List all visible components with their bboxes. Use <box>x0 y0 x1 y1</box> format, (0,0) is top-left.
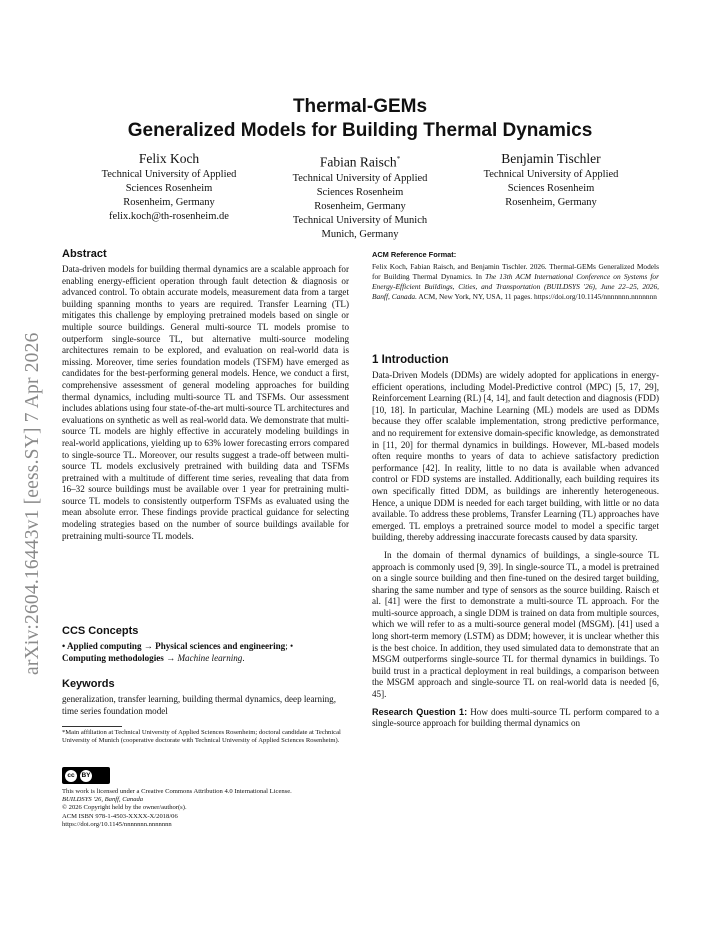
paper-title-line-1: Thermal-GEMs <box>292 96 428 117</box>
abstract-text: Data-driven models for building thermal dynamics are a scalable approach for enabling energy-efficient operation through fault detection & diagnosis or advanced control. To obtain accurate models, measurement data from a target building spanning months to years are required. Transfer Learning (TL) mitigates this challenge by employing pretrained models based on single or multiple source buildings. General multi-source TL models promise to outperform single-source TL, but alternative multi-source modeling architectures remain to be explored, and evaluation on real-world data is missing. Moreover, time series foundation models (TSFM) have emerged as candidates for the best-performing general models. Hence, we conduct a first, comprehensive assessment of general modeling approaches for building thermal dynamics, including multi-source TL and TSFMs. Our assessment includes ablations using four state-of-the-art multi-source TL architectures and evaluations on synthetic as well as real-world data. We demonstrate that multi-source TL models are highly effective in accurately modeling buildings in real-world applications, yielding up to 63% lower forecasting errors compared to single-source TL. Moreover, our results suggest a trade-off between multi-source TL models exclusively pretrained with building data and TSFMs pretrained with a multitude of different time series, revealing that data from 16–32 source buildings must be available over 1 year for pretraining multi-source TL models to consistently outperform TSFMs as evaluated using the mean absolute error. These findings provide practical guidance for selecting modeling strategies based on the number of source buildings available for pretraining multi-source TL models. <box>62 264 349 541</box>
footnote-text: *Main affiliation at Technical University of Applied Sciences Rosenheim; doctoral candidate at Technical University of Munich (cooperative doctorate with Technical University of Applied Sciences Rosenheim). <box>62 729 341 745</box>
author-email[interactable]: felix.koch@th-rosenheim.de <box>109 211 229 222</box>
author-name: Benjamin Tischler <box>501 151 601 166</box>
license-block <box>62 788 349 829</box>
introduction-paragraph-2: In the domain of thermal dynamics of buildings, a single-source TL approach is commonly used [9, 39]. In single-source TL, a model is pretrained on a single source building and then fine-tuned on the desired target building, sharing the same number and type of sensors as the source building. Raisch et al. [41] were the first to demonstrate a multi-source TL approach. For the multi-source approach, a single DDM is trained on data from multiple sources, which we will refer to as a multi-source general model (MSGM). [41] used a long short-term memory (LSTM) as DDM; however, it is unclear whether this is the best choice. In addition, they used simulated data to demonstrate that an MSGM outperforms single-source TL for thermal dynamics in buildings. To build trust in a practical deployment in real buildings, a comparison between the MSGM approach and single-source TL on real-world data is needed [6, 45]. <box>372 549 659 700</box>
introduction-heading: 1 Introduction <box>372 354 449 366</box>
author-block-2 <box>271 150 449 242</box>
ccs-item-2-category: Computing methodologies <box>62 652 164 663</box>
footnote-divider <box>62 726 122 727</box>
author-affiliation-line: Technical University of Munich <box>292 214 428 226</box>
creative-commons-badge[interactable] <box>62 767 110 784</box>
ccs-text: • Applied computing → Physical sciences and engineering; • Computing methodologies → Machine learning. <box>62 641 294 663</box>
acm-reference-format <box>372 250 659 302</box>
isbn-line: ACM ISBN 978-1-4503-XXXX-X/2018/06 <box>62 812 178 820</box>
author-affiliation-line: Sciences Rosenheim <box>125 183 213 194</box>
author-name: Felix Koch <box>138 151 200 166</box>
ccs-item-1-category: • Applied computing <box>62 641 142 651</box>
ccs-heading: CCS Concepts <box>62 625 139 637</box>
author-block-1 <box>80 150 258 224</box>
author-affiliation-line: Munich, Germany <box>321 228 399 240</box>
introduction-paragraph-1: Data-Driven Models (DDMs) are widely adopted for applications in energy-efficient operations, including Model-Predictive control (MPC) [5, 17, 29], Reinforcement Learning (RL) [4, 14], and fault detection and diagnosis (FDD) [10, 18]. In particular, Machine Learning (ML) models are used as DDMs because they offer scalable implementation, strong predictive performance, and no requirement for extensive domain-specific knowledge, as demonstrated in [11, 20] for thermal dynamics in buildings. However, ML-based models often require months to years of data to achieve satisfactory prediction performance [42]. In reality, little to no data is available when advanced control or FDD systems are installed. Additionally, each building requires its own specifically fitted DDM, as buildings are inherently heterogeneous. Hence, a unique DDM is needed for each target building, with little or no data available. To address these problems, Transfer Learning (TL) approaches have emerged. TL employs a pretrained source model to model a specific target building, thereby addressing inaccurate forecasts caused by data sparsity. <box>372 370 659 543</box>
copyright-line: © 2026 Copyright held by the owner/author(s). <box>62 804 187 812</box>
abstract-heading: Abstract <box>62 248 107 260</box>
paper-title-line-2: Generalized Models for Building Thermal Dynamics <box>127 120 593 141</box>
keywords-text: generalization, transfer learning, building thermal dynamics, deep learning, time series foundation model <box>62 694 336 716</box>
author-affiliation-line: Rosenheim, Germany <box>505 197 597 208</box>
ccs-concepts-section <box>62 624 349 664</box>
doi-link[interactable]: https://doi.org/10.1145/nnnnnnn.nnnnnnn <box>62 820 172 828</box>
ccs-item-1-concept: Physical sciences and engineering <box>155 641 286 651</box>
introduction-body <box>372 370 659 730</box>
attribution-icon: BY <box>80 770 92 782</box>
research-question-1: Research Question 1: How does multi-source TL perform compared to a single-source approach for building thermal dynamics on <box>372 706 659 729</box>
ccs-item-2-concept: Machine learning <box>177 652 243 663</box>
cc-icon: cc <box>65 770 77 782</box>
research-question-label: Research Question 1: <box>372 706 468 717</box>
acm-reference-text: Felix Koch, Fabian Raisch, and Benjamin Tischler. 2026. Thermal-GEMs Generalized Models for Building Thermal Dynamics. In The 13th ACM International Conference on Systems for Energy-Efficient Buildings, Cities, and Transportation (BUILDSYS '26), June 22–25, 2026, Banff, Canada. ACM, New York, NY, USA, 11 pages. https://doi.org/10.1145/nnnnnnn.nnnnnnn <box>372 262 659 301</box>
keywords-section <box>62 677 349 717</box>
author-affiliation-line: Rosenheim, Germany <box>314 200 406 212</box>
author-block-3 <box>462 150 640 210</box>
arxiv-identifier-stamp <box>22 255 46 675</box>
author-affiliation-line: Technical University of Applied <box>292 172 428 184</box>
author-affiliation-line: Technical University of Applied <box>483 169 619 180</box>
author-name: Fabian Raisch <box>319 154 397 170</box>
conference-line: BUILDSYS '26, Banff, Canada <box>62 796 144 804</box>
author-affiliation-line: Sciences Rosenheim <box>507 183 595 194</box>
author-affiliation-line: Rosenheim, Germany <box>123 197 215 208</box>
acm-reference-label: ACM Reference Format: <box>372 250 457 259</box>
keywords-heading: Keywords <box>62 678 115 690</box>
affiliation-footnote <box>62 729 349 745</box>
author-affiliation-line: Sciences Rosenheim <box>316 186 404 198</box>
abstract-section <box>62 247 349 542</box>
author-affiliation-line: Technical University of Applied <box>101 169 237 180</box>
arxiv-identifier-text: arXiv:2604.16443v1 [eess.SY] 7 Apr 2026 <box>22 332 43 675</box>
affiliation-footnote-marker: * <box>396 155 401 163</box>
acm-reference-venue: The 13th ACM International Conference on Systems for Energy-Efficient Buildings, Cities, and Transportation (BUILDSYS '26), June 22–25, 2026, Banff, Canada. <box>372 271 659 301</box>
license-line: This work is licensed under a Creative Commons Attribution 4.0 International License. <box>62 788 292 795</box>
